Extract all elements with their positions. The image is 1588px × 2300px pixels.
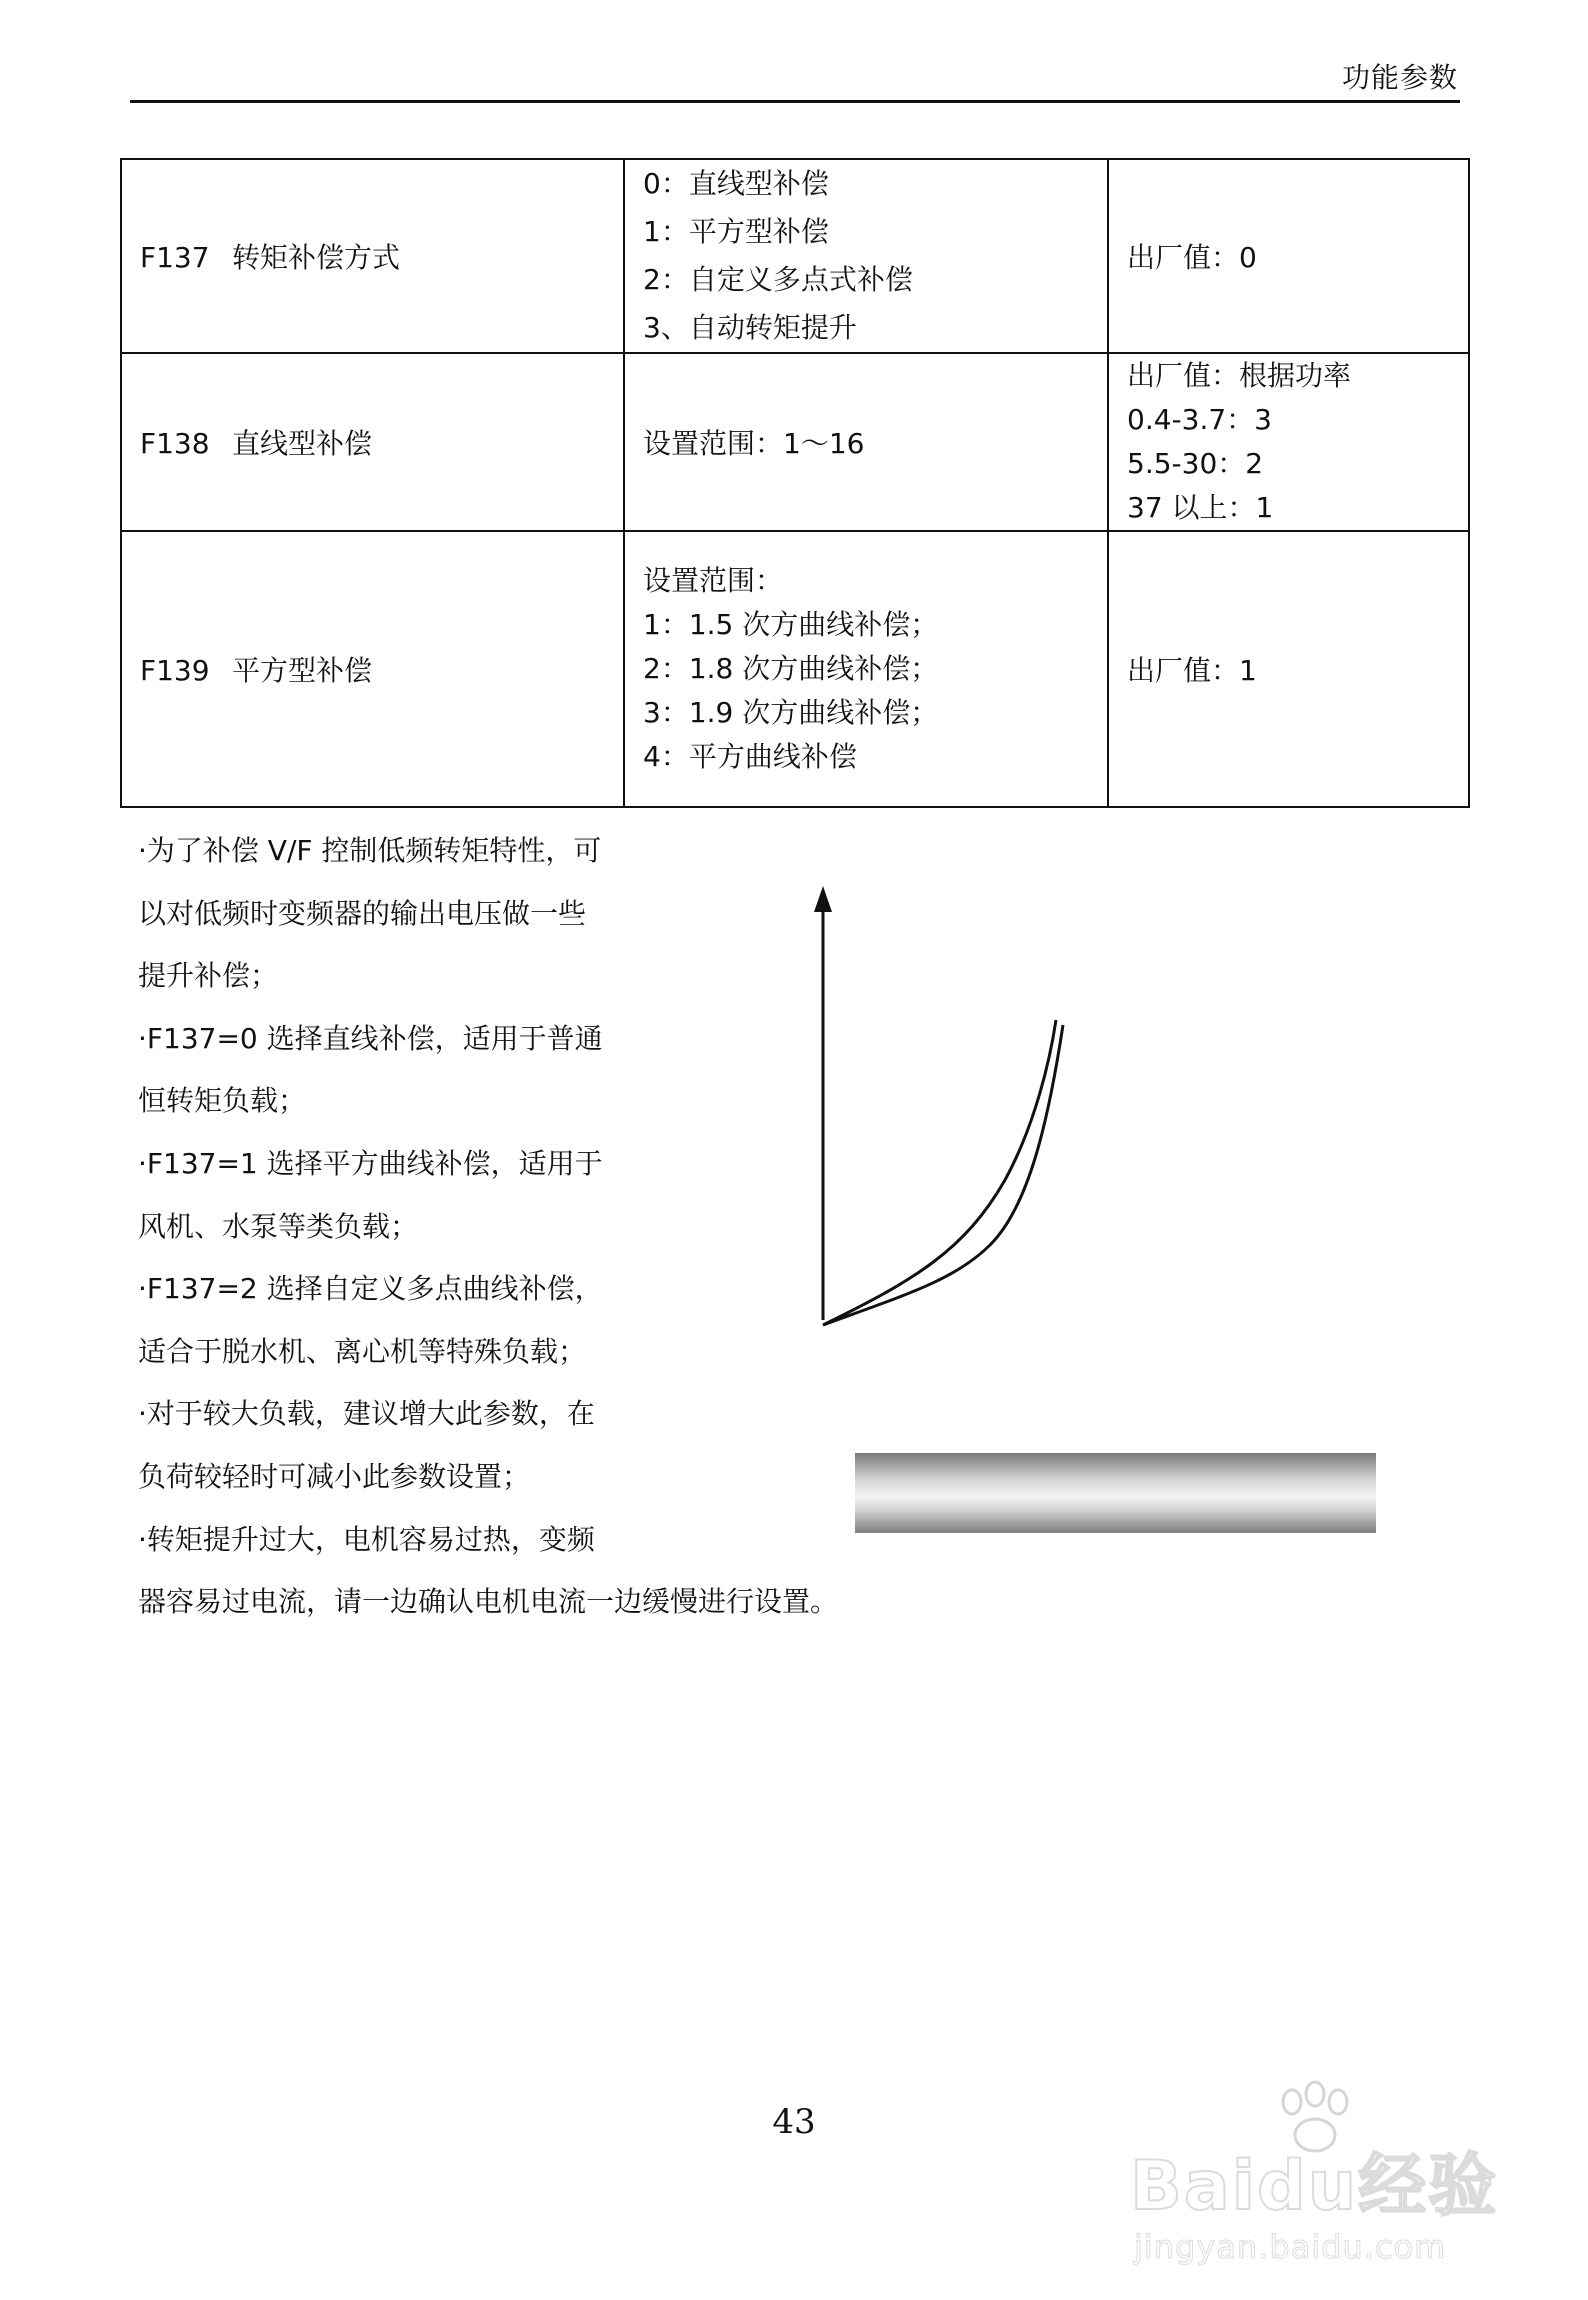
watermark-brand: Baidu经验 xyxy=(1130,2147,1499,2226)
option-line: 设置范围：1～16 xyxy=(643,427,865,460)
option-line: 4：平方曲线补偿 xyxy=(643,740,857,773)
default-line: 0.4-3.7：3 xyxy=(1127,403,1272,436)
page-number: 43 xyxy=(772,2102,816,2142)
default-line: 出厂值：1 xyxy=(1127,654,1257,687)
param-name: 平方型补偿 xyxy=(232,654,373,687)
param-cell xyxy=(121,159,624,353)
param-cell xyxy=(121,353,624,531)
compensation-curve-diagram xyxy=(795,880,1095,1340)
note-line: ·为了补偿 V/F 控制低频转矩特性，可 xyxy=(138,834,602,867)
note-line: 以对低频时变频器的输出电压做一些 xyxy=(138,896,587,930)
param-code: F137 xyxy=(140,241,210,274)
note-line: ·转矩提升过大，电机容易过热，变频 xyxy=(138,1522,595,1556)
param-name: 转矩补偿方式 xyxy=(232,241,401,274)
gradient-bar xyxy=(855,1453,1376,1533)
default-cell xyxy=(1108,159,1469,353)
default-line: 出厂值：0 xyxy=(1127,241,1257,274)
table-row xyxy=(121,353,1469,531)
note-line: 适合于脱水机、离心机等特殊负载； xyxy=(138,1334,587,1368)
option-line: 0：直线型补偿 xyxy=(643,167,829,200)
param-name: 直线型补偿 xyxy=(232,427,373,460)
page-header-title: 功能参数 xyxy=(1341,61,1458,94)
note-line: ·对于较大负载，建议增大此参数，在 xyxy=(138,1397,595,1431)
table-row xyxy=(121,159,1469,353)
default-line: 37 以上：1 xyxy=(1127,491,1274,524)
watermark xyxy=(1130,2080,1500,2280)
options-cell xyxy=(624,531,1108,807)
note-line: 提升补偿； xyxy=(138,959,279,993)
option-line: 2：1.8 次方曲线补偿； xyxy=(643,652,939,685)
note-line: 器容易过电流，请一边确认电机电流一边缓慢进行设置。 xyxy=(138,1585,839,1619)
axis-arrow-icon xyxy=(814,886,832,912)
header-divider xyxy=(130,100,1460,103)
option-line: 设置范围： xyxy=(643,564,784,597)
option-line: 3、自动转矩提升 xyxy=(643,311,857,344)
default-cell xyxy=(1108,531,1469,807)
options-cell xyxy=(624,353,1108,531)
option-line: 3：1.9 次方曲线补偿； xyxy=(643,696,939,729)
note-line: 恒转矩负载； xyxy=(138,1084,307,1118)
note-line: 负荷较轻时可减小此参数设置； xyxy=(138,1459,531,1493)
param-code: F138 xyxy=(140,427,210,460)
default-cell xyxy=(1108,353,1469,531)
option-line: 1：1.5 次方曲线补偿； xyxy=(643,608,939,641)
option-line: 1：平方型补偿 xyxy=(643,215,829,248)
note-line: ·F137=2 选择自定义多点曲线补偿， xyxy=(138,1272,603,1306)
default-line: 5.5-30：2 xyxy=(1127,447,1264,480)
note-line: 风机、水泵等类负载； xyxy=(138,1209,419,1243)
note-line: ·F137=0 选择直线补偿，适用于普通 xyxy=(138,1021,603,1055)
param-cell xyxy=(121,531,624,807)
notes-block xyxy=(138,820,839,1634)
options-cell xyxy=(624,159,1108,353)
watermark-url: jingyan.baidu.com xyxy=(1134,2228,1447,2266)
option-line: 2：自定义多点式补偿 xyxy=(643,263,913,296)
param-code: F139 xyxy=(140,654,210,687)
parameter-table xyxy=(120,158,1470,808)
note-line: ·F137=1 选择平方曲线补偿，适用于 xyxy=(138,1146,603,1180)
table-row xyxy=(121,531,1469,807)
curve-line xyxy=(823,1025,1063,1325)
default-line: 出厂值：根据功率 xyxy=(1127,359,1352,392)
